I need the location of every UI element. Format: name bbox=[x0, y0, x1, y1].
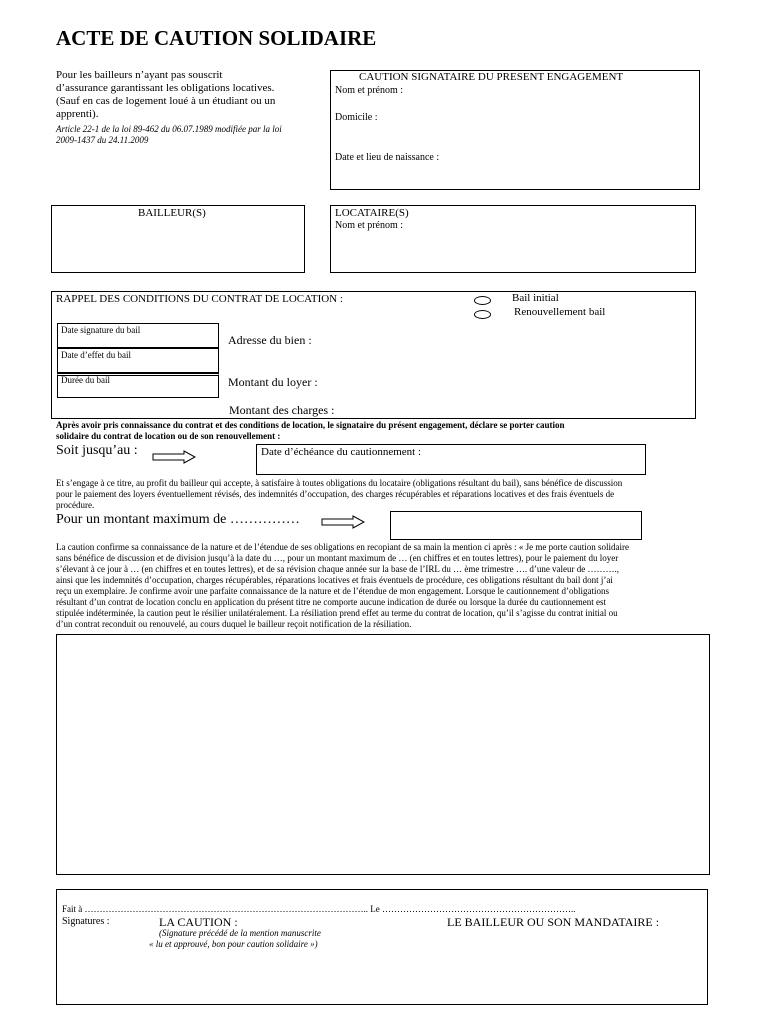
confirmation-text bbox=[56, 542, 716, 630]
bailleur-heading: BAILLEUR(S) bbox=[138, 207, 206, 219]
renouvellement-radio[interactable] bbox=[474, 310, 491, 319]
signature-note-line: « lu et approuvé, bon pour caution solidaire ») bbox=[149, 939, 318, 949]
bail-initial-radio[interactable] bbox=[474, 296, 491, 305]
confirmation-line: ainsi que les indemnités d’occupation, charges récupérables, réparations locatives et frais éventuels de procédure, ces obligations résultant du bail dont j’ai bbox=[56, 575, 613, 585]
law-line: Article 22-1 de la loi 89-462 du 06.07.1989 modifiée par la loi bbox=[56, 124, 282, 134]
engagement-text bbox=[56, 478, 716, 511]
bailleur-box[interactable] bbox=[51, 205, 305, 273]
intro-line: (Sauf en cas de logement loué à un étudiant ou un bbox=[56, 95, 276, 107]
locataire-name-field[interactable]: Nom et prénom : bbox=[335, 220, 404, 231]
caution-name-field[interactable]: Nom et prénom : bbox=[335, 85, 404, 96]
signature-note-line: (Signature précédé de la mention manuscrite bbox=[159, 928, 321, 938]
engagement-line: pour le paiement des loyers éventuellement révisés, des indemnités d’occupation, des charges récupérables et réparations locatives et des frais éventuels de bbox=[56, 489, 615, 499]
caution-domicile-field[interactable]: Domicile : bbox=[335, 112, 378, 123]
caution-box bbox=[330, 70, 700, 190]
renouvellement-label: Renouvellement bail bbox=[514, 306, 606, 318]
arrow-right-icon bbox=[321, 515, 365, 529]
confirmation-line: sans bénéfice de discussion et de division jusqu’à la date du …, pour un montant maximum de … (en chiffres et en toutes lettres), pour le paiement du loyer bbox=[56, 553, 619, 563]
soit-label: Soit jusqu’au : bbox=[56, 443, 138, 458]
caution-birth-field[interactable]: Date et lieu de naissance : bbox=[335, 152, 440, 163]
intro-text bbox=[56, 69, 326, 121]
intro-line: d’assurance garantissant les obligations locatives. bbox=[56, 82, 275, 94]
confirmation-line: s’élevant à ce jour à … (en chiffres et en toutes lettres), et de sa révision chaque année sur la base de l’IRL du … ème trimestre …. d’une valeur de ………., bbox=[56, 564, 620, 574]
bailleur-signature-label: LE BAILLEUR OU SON MANDATAIRE : bbox=[447, 915, 660, 929]
duree-label: Durée du bail bbox=[61, 375, 110, 385]
date-signature-field[interactable] bbox=[57, 323, 219, 348]
confirmation-line: d’un contrat reconduit ou renouvelé, au cours duquel le bailleur reçoit notification de la résiliation. bbox=[56, 619, 412, 629]
declaration-line: Après avoir pris connaissance du contrat et des conditions de location, le signataire du présent engagement, déclare se porter caution bbox=[56, 420, 565, 430]
signature-box bbox=[56, 889, 708, 1005]
engagement-line: Et s’engage à ce titre, au profit du bailleur qui accepte, à satisfaire à toutes obligations du locataire (obligations résultant du bail), sans bénéfice de discussion bbox=[56, 478, 623, 488]
conditions-heading: RAPPEL DES CONDITIONS DU CONTRAT DE LOCATION : bbox=[56, 293, 343, 305]
declaration-line: solidaire du contrat de location ou de son renouvellement : bbox=[56, 431, 281, 441]
engagement-line: procédure. bbox=[56, 500, 95, 510]
loyer-label: Montant du loyer : bbox=[228, 375, 318, 389]
page-title: ACTE DE CAUTION SOLIDAIRE bbox=[56, 26, 377, 50]
fait-a-line[interactable]: Fait à ………………………………………………………………………………….. Le ……………………………………………………….. bbox=[62, 904, 576, 914]
declaration-text bbox=[56, 420, 716, 442]
confirmation-line: La caution confirme sa connaissance de la nature et de l’étendue de ses obligations en recopiant de sa main la mention ci après : « Je me porte caution solidaire bbox=[56, 542, 630, 552]
adresse-label: Adresse du bien : bbox=[228, 333, 312, 347]
signature-note bbox=[149, 928, 321, 950]
arrow-right-icon bbox=[152, 450, 196, 464]
date-echeance-label: Date d’échéance du cautionnement : bbox=[261, 446, 422, 458]
confirmation-line: stipulée indéterminée, la caution peut le résilier unilatéralement. La résiliation prend effet au terme du contrat de location, qu’il s’agisse du contrat initial ou bbox=[56, 608, 618, 618]
intro-line: Pour les bailleurs n’ayant pas souscrit bbox=[56, 69, 223, 81]
signatures-label: Signatures : bbox=[62, 916, 110, 927]
intro-line: apprenti). bbox=[56, 108, 99, 120]
confirmation-line: reçu un exemplaire. Je confirme avoir une parfaite connaissance de la nature et de l’étendue de mon engagement. Lorsque le cautionnement d’obligations bbox=[56, 586, 610, 596]
caution-signature-label: LA CAUTION : bbox=[159, 915, 238, 929]
conditions-box bbox=[51, 291, 696, 419]
law-line: 2009-1437 du 24.11.2009 bbox=[56, 135, 149, 145]
law-reference bbox=[56, 124, 326, 146]
locataire-heading: LOCATAIRE(S) bbox=[335, 207, 409, 219]
bail-initial-label: Bail initial bbox=[512, 292, 559, 304]
date-effet-field[interactable] bbox=[57, 348, 219, 373]
date-effet-label: Date d’effet du bail bbox=[61, 350, 132, 360]
locataire-box bbox=[330, 205, 696, 273]
duree-field[interactable] bbox=[57, 373, 219, 398]
handwritten-mention-area[interactable] bbox=[56, 634, 710, 875]
montant-label: Pour un montant maximum de …………… bbox=[56, 512, 300, 527]
caution-heading: CAUTION SIGNATAIRE DU PRESENT ENGAGEMENT bbox=[359, 71, 624, 83]
charges-label: Montant des charges : bbox=[229, 403, 335, 417]
montant-field[interactable] bbox=[390, 511, 642, 540]
confirmation-line: résultant d’un contrat de location conclu en application du présent titre ne comporte aucune indication de durée ou lorsque la durée du cautionnement est bbox=[56, 597, 607, 607]
date-echeance-field[interactable] bbox=[256, 444, 646, 475]
date-signature-label: Date signature du bail bbox=[61, 325, 141, 335]
